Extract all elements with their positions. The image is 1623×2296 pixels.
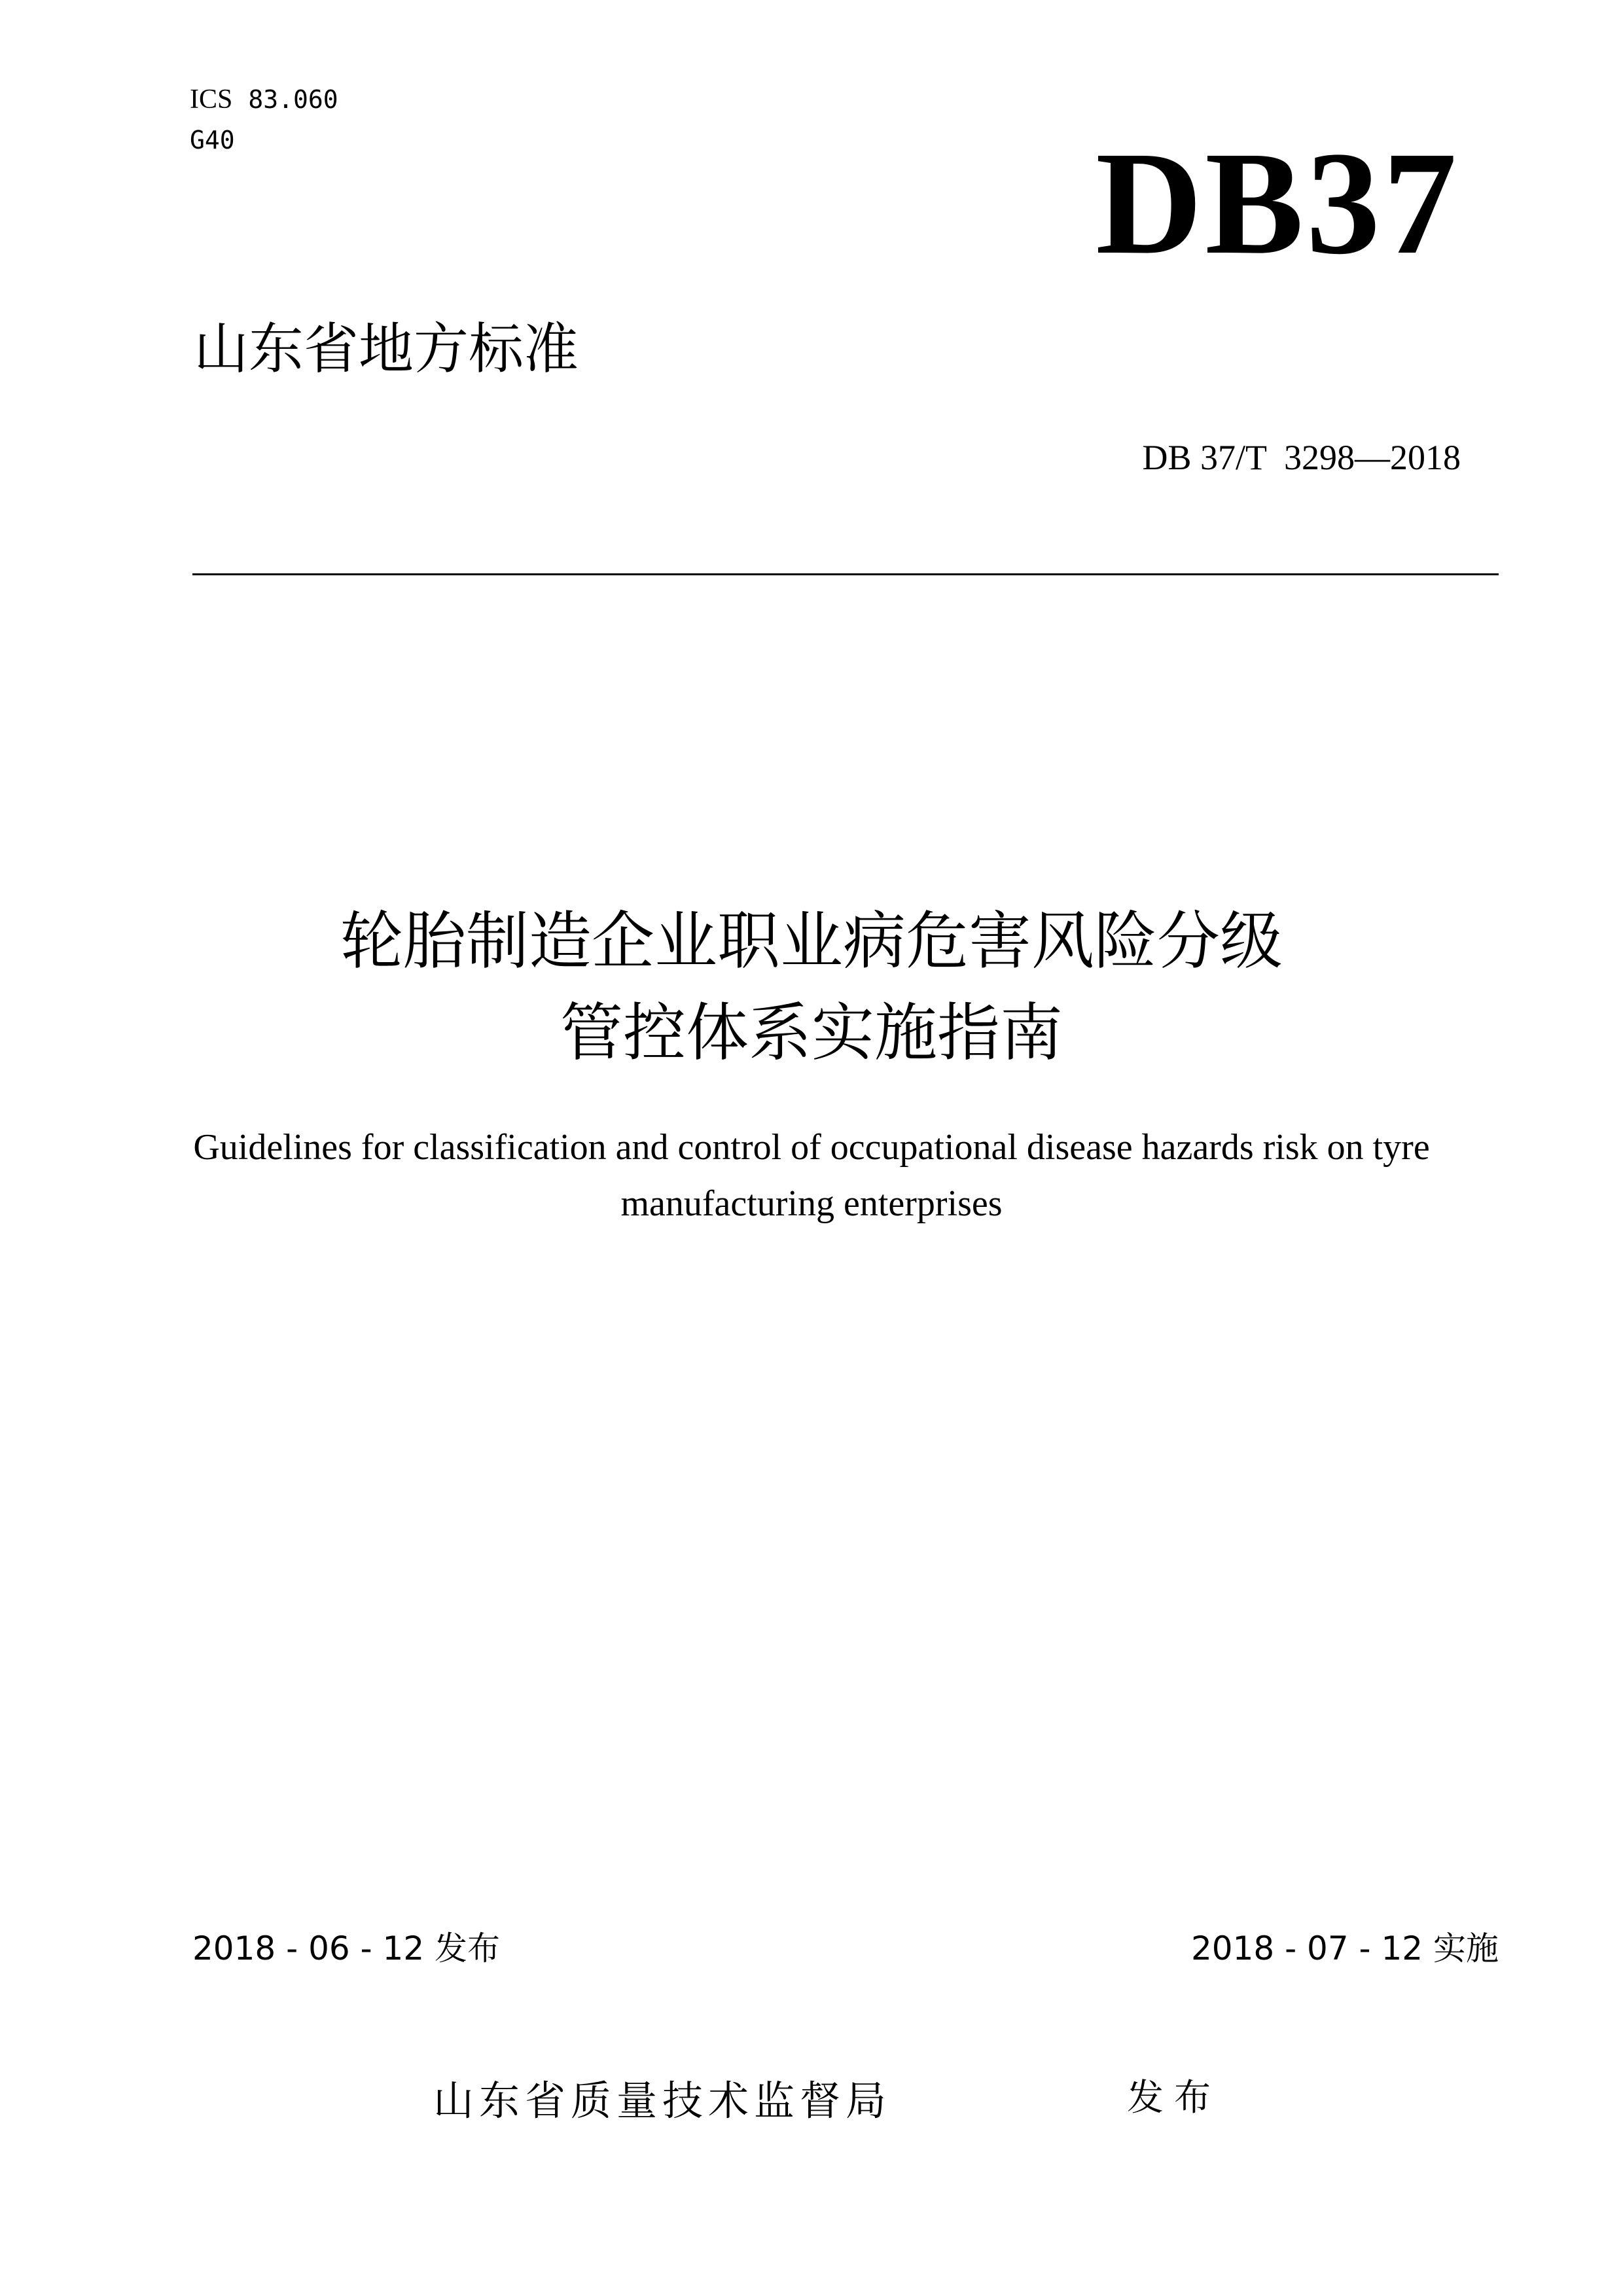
db-mark: DB37 [1096, 121, 1459, 285]
issuing-authority: 山东省质量技术监督局 [433, 2077, 892, 2125]
title-english [0, 1119, 1623, 1232]
title-en-line1: Guidelines for classification and control of occupational disease hazards risk on tyre [193, 1127, 1430, 1168]
issue-date: 2018 - 06 - 12 发布 [192, 1929, 501, 1967]
title-cn-line1: 轮胎制造企业职业病危害风险分级 [340, 905, 1283, 978]
divider-line [192, 573, 1499, 575]
standard-type: 山东省地方标准 [194, 317, 579, 381]
classification-code: G40 [190, 126, 235, 154]
title-cn-line2: 管控体系实施指南 [560, 996, 1063, 1069]
standard-number: DB 37/T 3298—2018 [1142, 438, 1461, 477]
title-en-line2: manufacturing enterprises [620, 1183, 1003, 1224]
ics-label: ICS [190, 84, 233, 115]
ics-line [190, 84, 338, 115]
ics-code: 83.060 [248, 85, 338, 114]
title-chinese [0, 895, 1623, 1079]
publish-label: 发布 [1127, 2077, 1221, 2119]
implement-date: 2018 - 07 - 12 实施 [1190, 1929, 1499, 1967]
